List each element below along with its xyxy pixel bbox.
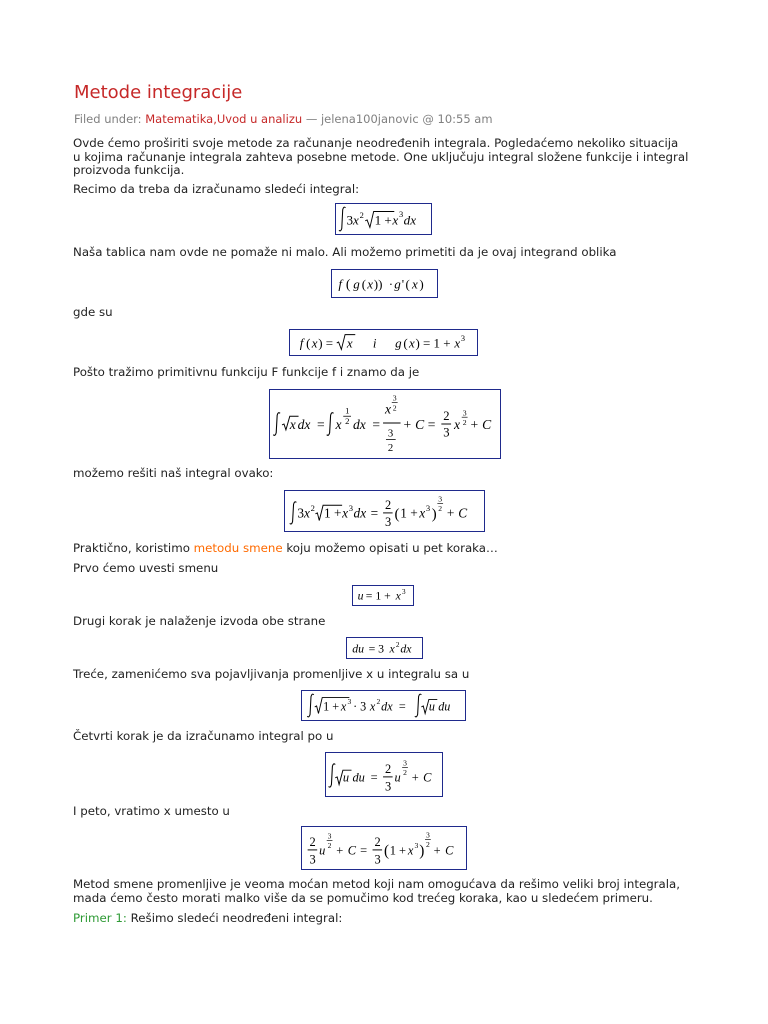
svg-text:C: C: [415, 416, 425, 432]
svg-text:2: 2: [359, 210, 364, 221]
svg-text:dx: dx: [297, 416, 311, 432]
svg-text:du: du: [352, 641, 365, 656]
svg-text:+: +: [433, 843, 441, 858]
svg-text:=: =: [317, 416, 325, 432]
svg-text:2: 2: [374, 835, 381, 850]
svg-text:g: g: [353, 276, 360, 292]
post-meta: [74, 111, 493, 127]
svg-text:3: 3: [297, 505, 305, 521]
svg-text:3: 3: [462, 408, 467, 418]
svg-text:+: +: [403, 416, 412, 432]
svg-text:2: 2: [392, 403, 397, 413]
svg-text:3: 3: [347, 697, 352, 707]
svg-text:2: 2: [403, 767, 407, 777]
paragraph-step-3: Treće, zamenićemo sva pojavljivanja promenljive x u integralu sa u: [73, 667, 470, 681]
svg-text:· 3: · 3: [353, 699, 367, 714]
category-links[interactable]: Matematika,Uvod u analizu: [145, 112, 303, 126]
svg-text:3: 3: [425, 503, 431, 513]
svg-text:2: 2: [395, 641, 400, 650]
svg-text:1 +: 1 +: [400, 505, 418, 521]
svg-text:2: 2: [310, 503, 315, 513]
substitution-method-link[interactable]: metodu smene: [193, 541, 283, 555]
svg-text:) =: ) =: [318, 335, 334, 351]
svg-text:u: u: [342, 770, 350, 785]
svg-text:3: 3: [346, 212, 354, 228]
svg-text:x: x: [369, 699, 376, 714]
paragraph-integrand-form: Naša tablica nam ovde ne pomaže ni malo. Ali možemo primetiti da je ovaj integrand oblika: [73, 245, 617, 259]
svg-text:u: u: [394, 770, 401, 785]
svg-text:x: x: [335, 416, 342, 432]
svg-text:+: +: [411, 770, 419, 785]
svg-text:=: =: [370, 770, 378, 785]
svg-text:(: (: [405, 276, 410, 292]
svg-text:C: C: [482, 416, 492, 432]
svg-text:) = 1 +: ) = 1 +: [415, 335, 451, 351]
svg-text:2: 2: [387, 442, 394, 455]
svg-text:= 1 +: = 1 +: [365, 589, 391, 603]
svg-text:1 +: 1 +: [324, 505, 342, 521]
svg-text:): ): [419, 276, 424, 292]
svg-text:2: 2: [376, 697, 381, 707]
svg-text:x: x: [353, 212, 359, 228]
svg-text:+: +: [470, 416, 479, 432]
svg-text:3: 3: [348, 503, 354, 513]
svg-text:3: 3: [398, 209, 404, 220]
svg-text:dx: dx: [352, 416, 366, 432]
svg-text:x: x: [454, 335, 461, 351]
svg-text:x: x: [342, 505, 349, 521]
svg-text:u: u: [319, 843, 326, 858]
paragraph-step-1: Prvo ćemo uvesti smenu: [73, 561, 219, 575]
svg-text:3: 3: [374, 852, 381, 867]
svg-text:f: f: [299, 335, 304, 351]
formula-sqrt-integral: [269, 389, 501, 459]
formula-f-and-g: [289, 329, 478, 356]
svg-text:1 +: 1 +: [323, 699, 340, 714]
svg-text:=: =: [360, 843, 368, 858]
svg-text:=: =: [398, 699, 406, 714]
svg-text:C: C: [347, 843, 356, 858]
intro-paragraph: Ovde ćemo proširiti svoje metode za računanje neodređenih integrala. Pogledaćemo nekoliko situacija u kojima računanje integrala zahteva posebne metode. One uključuju integral složene funkcije i integral proizvoda funkcija.: [73, 136, 689, 177]
paragraph-substitution-method: [73, 542, 689, 556]
svg-text:3: 3: [460, 334, 465, 344]
formula-step-5: [301, 826, 467, 870]
svg-text:dx: dx: [400, 641, 412, 656]
svg-text:u: u: [357, 589, 364, 603]
svg-text:2: 2: [384, 498, 392, 513]
svg-text:1: 1: [345, 405, 350, 416]
svg-text:)): )): [373, 276, 383, 292]
svg-text:·: ·: [388, 276, 394, 292]
p7-text-after: koju možemo opisati u pet koraka…: [282, 541, 498, 555]
svg-text:= 3: = 3: [368, 641, 385, 656]
svg-text:x: x: [340, 699, 347, 714]
svg-text:du: du: [438, 699, 451, 714]
svg-text:dx: dx: [381, 699, 393, 714]
svg-text:3: 3: [403, 758, 407, 768]
svg-text:2: 2: [443, 409, 450, 424]
paragraph-step-2: Drugi korak je nalaženje izvoda obe strane: [73, 614, 326, 628]
svg-text:': ': [401, 276, 405, 292]
svg-text:3: 3: [426, 830, 430, 840]
svg-text:x: x: [392, 212, 399, 228]
paragraph-example-1: [73, 912, 689, 926]
svg-text:3: 3: [392, 393, 397, 403]
svg-text:3: 3: [438, 494, 443, 504]
svg-text:1 +: 1 +: [374, 212, 392, 228]
svg-text:x: x: [411, 276, 418, 292]
svg-text:): ): [419, 842, 425, 860]
svg-text:C: C: [458, 505, 468, 521]
example-1-label[interactable]: Primer 1:: [73, 911, 127, 925]
svg-text:=: =: [372, 416, 381, 432]
svg-text:dx: dx: [403, 212, 417, 228]
author-timestamp: jelena100janovic @ 10:55 am: [320, 112, 493, 126]
svg-text:3: 3: [327, 831, 332, 841]
paragraph-where: gde su: [73, 305, 113, 319]
paragraph-conclusion: Metod smene promenljive je veoma moćan metod koji nam omogućava da rešimo veliki broj integrala, mada ćemo često morati malko više da se pomučimo kod trećeg koraka, kao u sledećem primeru.: [73, 877, 681, 905]
formula-solution: [284, 490, 485, 532]
svg-text:f: f: [338, 276, 343, 292]
svg-text:2: 2: [345, 416, 350, 426]
svg-text:x: x: [419, 505, 426, 521]
p7-text-before: Praktično, koristimo: [73, 541, 194, 555]
svg-text:x: x: [289, 416, 296, 432]
paragraph-step-5: I peto, vratimo x umesto u: [73, 804, 230, 818]
formula-step-4: [325, 752, 443, 797]
svg-text:2: 2: [462, 417, 467, 427]
svg-text:i: i: [372, 335, 377, 351]
formula-step-2: [346, 637, 423, 659]
svg-text:2: 2: [327, 841, 332, 850]
svg-text:x: x: [367, 276, 374, 292]
svg-text:+: +: [336, 843, 344, 858]
svg-text:+: +: [446, 505, 455, 521]
svg-text:=: =: [427, 416, 436, 432]
paragraph-solve: možemo rešiti naš integral ovako:: [73, 466, 274, 480]
svg-text:x: x: [311, 335, 318, 351]
meta-separator: —: [305, 112, 318, 126]
svg-text:3: 3: [384, 779, 392, 794]
svg-text:2: 2: [384, 762, 392, 777]
svg-text:3: 3: [387, 427, 394, 440]
svg-text:C: C: [445, 843, 454, 858]
filed-under-label: Filed under:: [74, 112, 142, 126]
svg-text:3: 3: [384, 515, 392, 530]
svg-text:(: (: [384, 842, 390, 860]
paragraph-primitive: Pošto tražimo primitivnu funkciju F funkcije f i znamo da je: [73, 365, 420, 379]
svg-text:g: g: [394, 276, 401, 292]
svg-text:3: 3: [402, 588, 406, 597]
svg-text:(: (: [394, 505, 400, 523]
svg-text:(: (: [361, 276, 367, 292]
svg-text:u: u: [428, 699, 435, 714]
svg-text:1 +: 1 +: [389, 843, 407, 858]
svg-text:du: du: [352, 770, 365, 785]
svg-text:x: x: [346, 335, 353, 351]
svg-text:3: 3: [443, 425, 450, 440]
svg-text:x: x: [408, 335, 415, 351]
paragraph-integral-intro: Recimo da treba da izračunamo sledeći integral:: [73, 182, 360, 196]
svg-text:): ): [431, 505, 437, 523]
svg-text:dx: dx: [353, 505, 367, 521]
svg-text:x: x: [395, 589, 401, 603]
svg-text:=: =: [370, 505, 379, 521]
svg-text:3: 3: [309, 852, 316, 867]
svg-text:(: (: [345, 277, 351, 293]
formula-integral-1: [335, 203, 432, 235]
svg-text:g: g: [395, 335, 402, 351]
svg-text:x: x: [453, 416, 461, 432]
svg-text:2: 2: [438, 504, 443, 513]
formula-step-3: [301, 690, 466, 721]
paragraph-step-4: Četvrti korak je da izračunamo integral po u: [73, 729, 334, 743]
formula-step-1: [352, 585, 414, 606]
svg-text:x: x: [304, 505, 310, 521]
svg-text:x: x: [389, 641, 395, 656]
svg-text:2: 2: [426, 840, 430, 850]
svg-text:(: (: [306, 335, 311, 351]
svg-text:x: x: [385, 401, 392, 417]
svg-text:x: x: [407, 843, 414, 858]
post-title: Metode integracije: [74, 82, 243, 103]
svg-text:2: 2: [309, 835, 316, 850]
example-1-text: Rešimo sledeći neodređeni integral:: [126, 911, 343, 925]
svg-text:3: 3: [414, 841, 419, 850]
svg-text:(: (: [403, 335, 408, 351]
formula-composite-form: [331, 269, 438, 298]
svg-text:C: C: [423, 770, 432, 785]
